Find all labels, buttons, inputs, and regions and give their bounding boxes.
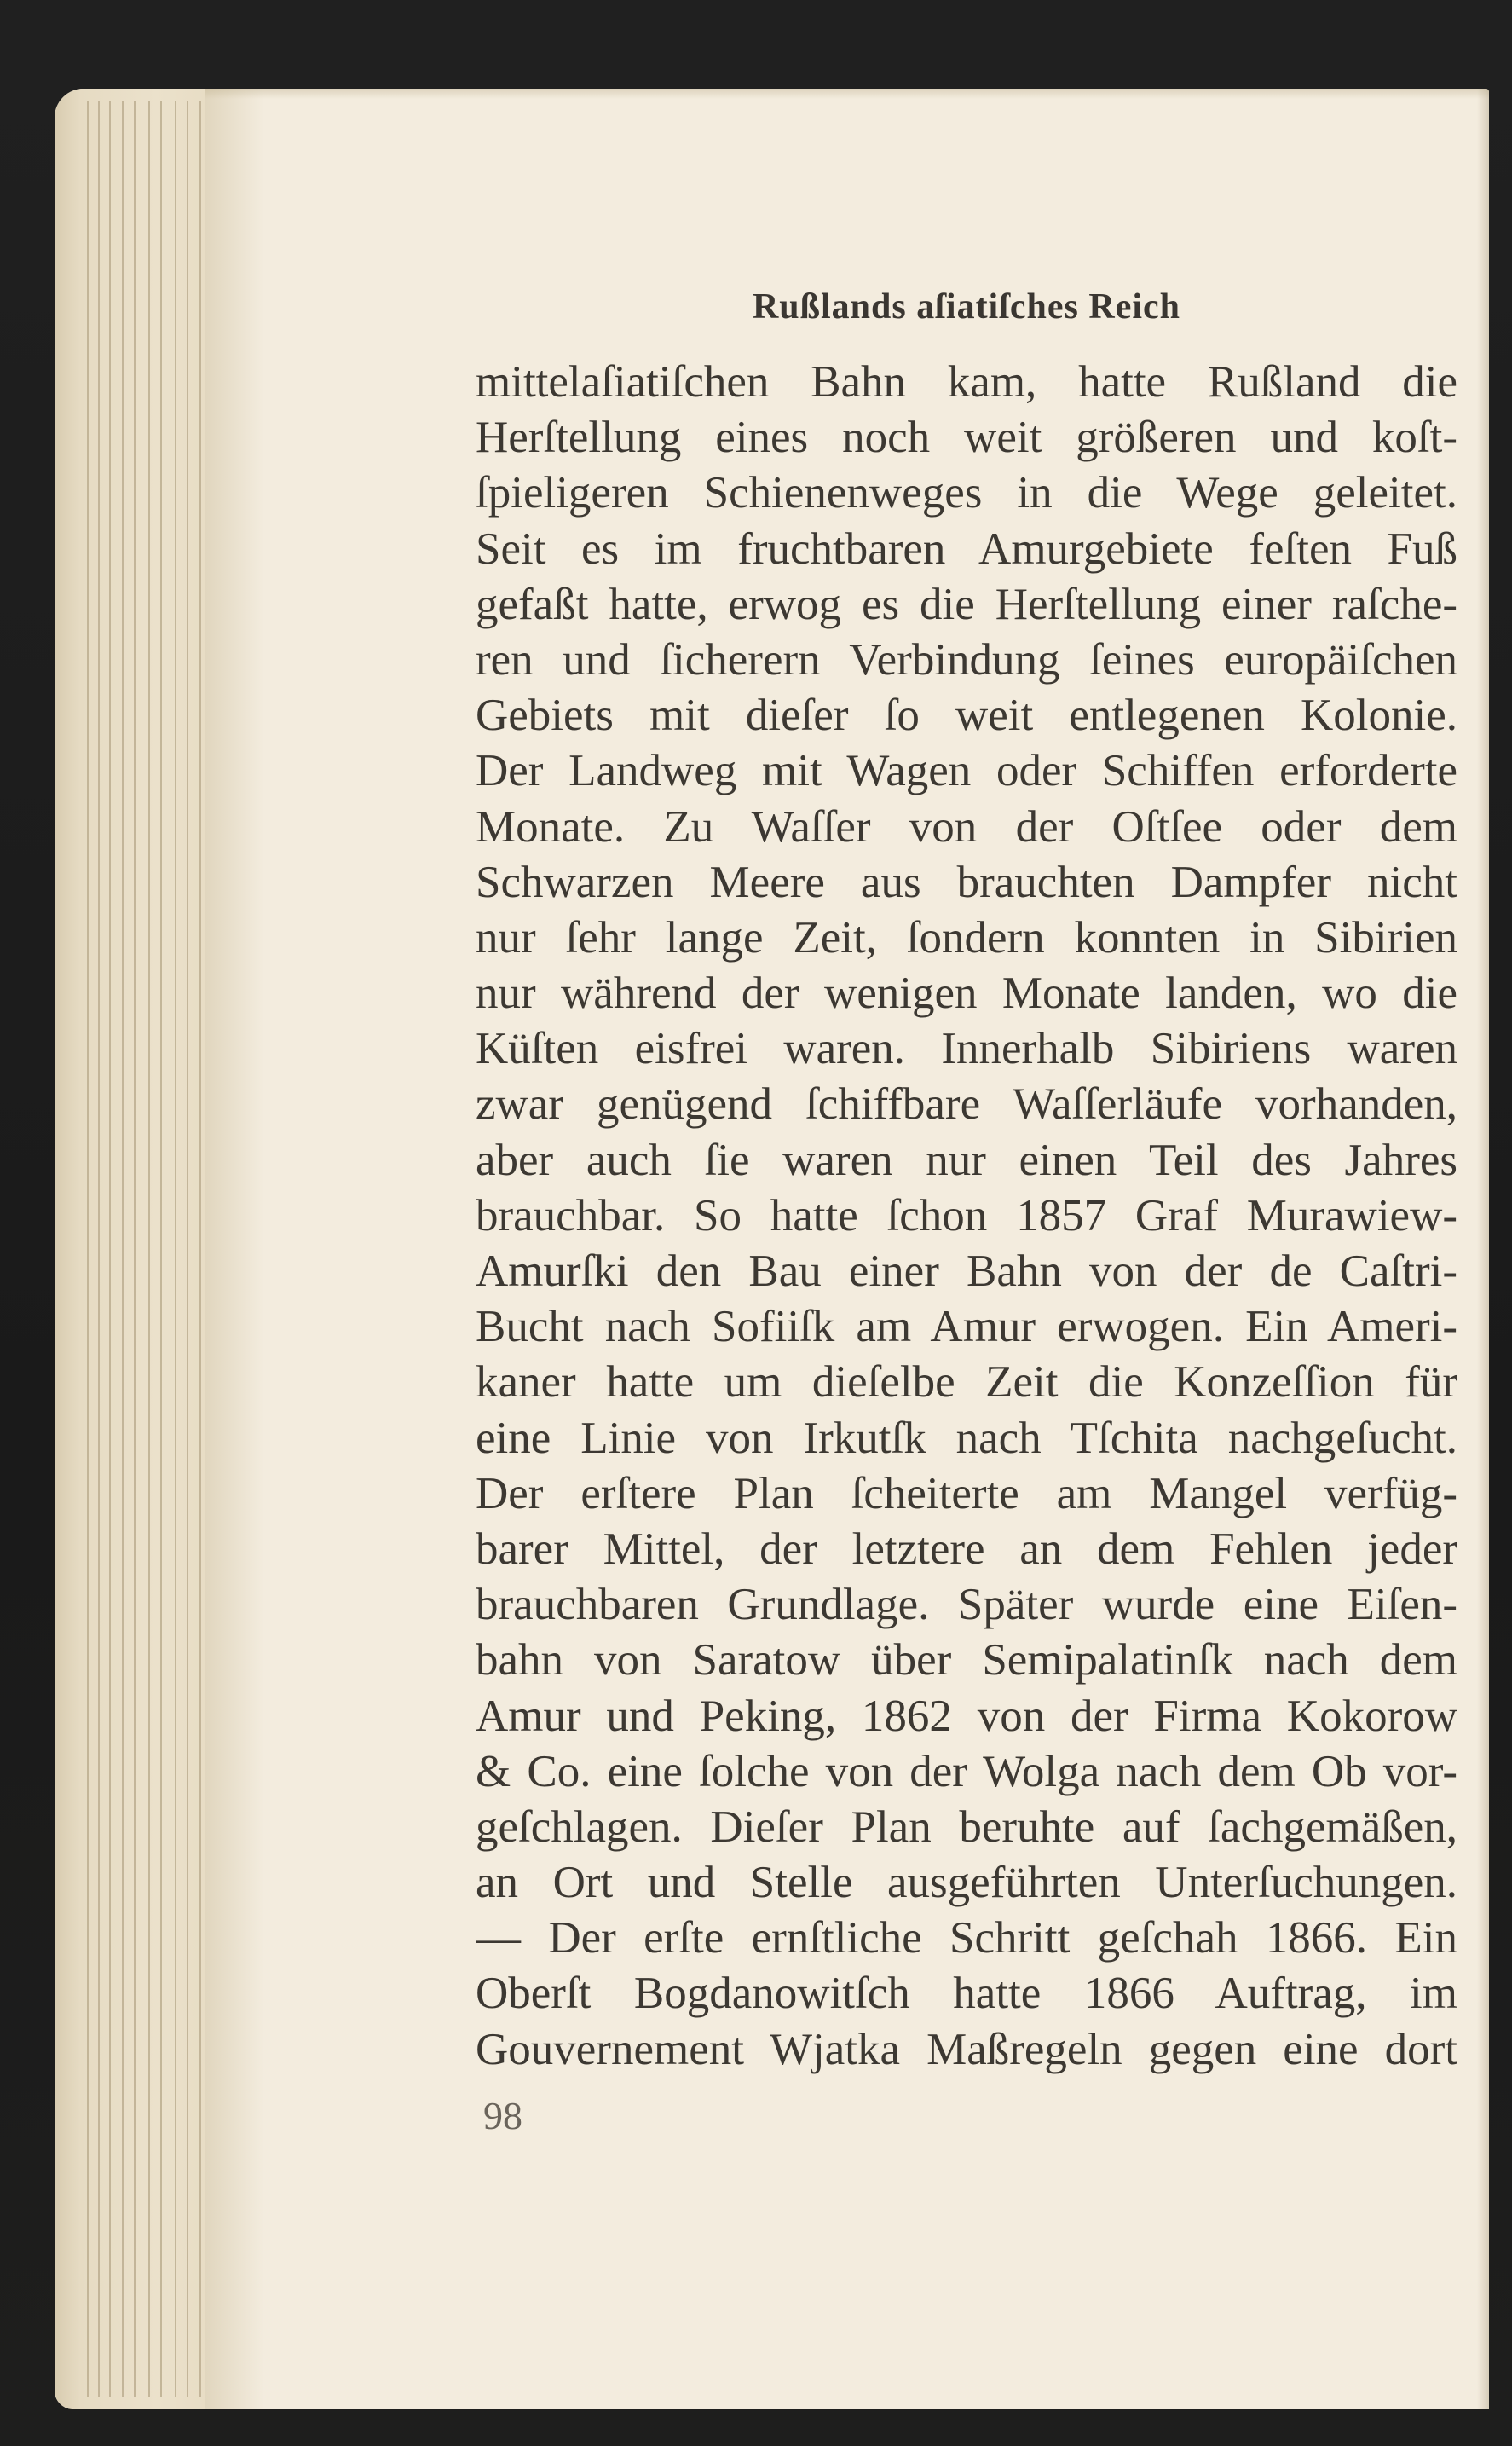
text-line: aber auch ſie waren nur einen Teil des Jahres [476, 1135, 1457, 1185]
text-line: brauchbar. So hatte ſchon 1857 Graf Murawiew- [476, 1190, 1457, 1240]
page-edge-line [199, 101, 201, 2397]
page-edge-line [98, 101, 100, 2397]
page-edges [55, 89, 205, 2409]
text-line: Seit es im fruchtbaren Amurgebiete feſten Fuß [476, 523, 1457, 574]
text-line: bahn von Saratow über Semipalatinſk nach dem [476, 1635, 1457, 1686]
text-line: ren und ſicherern Verbindung ſeines europäiſchen [476, 634, 1457, 685]
text-line: & Co. eine ſolche von der Wolga nach dem Ob vor- [476, 1746, 1457, 1796]
page-edge-line [175, 101, 176, 2397]
text-line: nur ſehr lange Zeit, ſondern konnten in Sibirien [476, 912, 1457, 963]
text-line: an Ort und Stelle ausgeführten Unterſuchungen. [476, 1858, 1457, 1908]
text-line: — Der erſte ernſtliche Schritt geſchah 1866. Ein [476, 1913, 1457, 1963]
page-edge-line [148, 101, 150, 2397]
page-number: 98 [483, 2094, 522, 2137]
text-line: Gebiets mit dieſer ſo weit entlegenen Kolonie. [476, 691, 1457, 741]
text-line: Der Landweg mit Wagen oder Schiffen erforderte [476, 746, 1457, 796]
page-edge-line [187, 101, 188, 2397]
page-edge-line [87, 101, 89, 2397]
text-line: Gouvernement Wjatka Maßregeln gegen eine dort [476, 2024, 1457, 2074]
text-line: kaner hatte um dieſelbe Zeit die Konzeſſion für [476, 1357, 1457, 1408]
page-edge-line [122, 101, 124, 2397]
text-line: barer Mittel, der letztere an dem Fehlen jeder [476, 1524, 1457, 1574]
text-line: Amurſki den Bau einer Bahn von der de Caſtri- [476, 1246, 1457, 1296]
running-head: Rußlands aſiatiſches Reich [752, 287, 1181, 327]
text-line: eine Linie von Irkutſk nach Tſchita nachgeſucht. [476, 1413, 1457, 1463]
text-line: Oberſt Bogdanowitſch hatte 1866 Auftrag, im [476, 1969, 1457, 2019]
text-line: geſchlagen. Dieſer Plan beruhte auf ſachgemäßen, [476, 1801, 1457, 1852]
page-edge-line [109, 101, 111, 2397]
body-text [476, 355, 1457, 2078]
page-edge-line [134, 101, 136, 2397]
text-line: Der erſtere Plan ſcheiterte am Mangel verfüg- [476, 1468, 1457, 1518]
page-edge-line [160, 101, 162, 2397]
text-line: Monate. Zu Waſſer von der Oſtſee oder dem [476, 801, 1457, 852]
text-line: Schwarzen Meere aus brauchten Dampfer nicht [476, 857, 1457, 907]
text-line: zwar genügend ſchiffbare Waſſerläufe vorhanden, [476, 1079, 1457, 1130]
text-line: Amur und Peking, 1862 von der Firma Kokorow [476, 1691, 1457, 1741]
text-line: gefaßt hatte, erwog es die Herſtellung einer raſche- [476, 579, 1457, 629]
text-line: Küſten eisfrei waren. Innerhalb Sibiriens waren [476, 1024, 1457, 1074]
text-line: mittelaſiatiſchen Bahn kam, hatte Rußland die [476, 357, 1457, 407]
text-line: nur während der wenigen Monate landen, wo die [476, 969, 1457, 1019]
text-line: Bucht nach Sofiiſk am Amur erwogen. Ein Ameri- [476, 1302, 1457, 1352]
text-line: brauchbaren Grundlage. Später wurde eine Eiſen- [476, 1580, 1457, 1630]
text-line: ſpieligeren Schienenweges in die Wege geleitet. [476, 468, 1457, 518]
text-line: Herſtellung eines noch weit größeren und koſt- [476, 413, 1457, 463]
